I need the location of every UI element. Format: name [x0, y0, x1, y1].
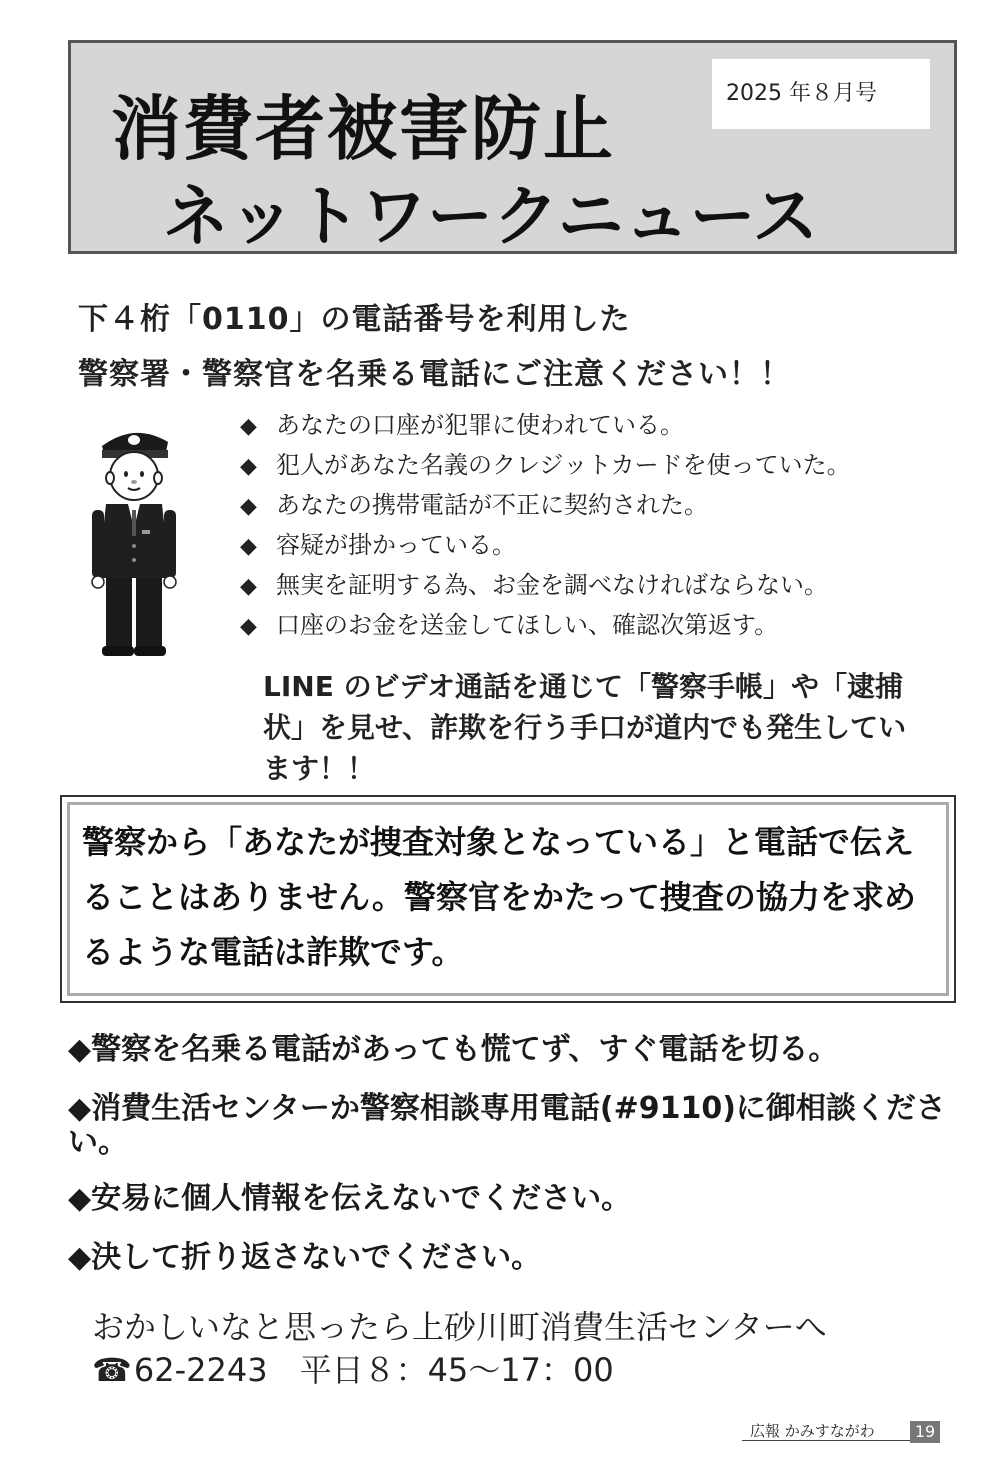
headline-line-1: 下４桁「0110」の電話番号を利用した [78, 302, 631, 337]
issue-date: 2025 年８月号 [712, 59, 930, 129]
advice-item: ◆決して折り返さないでください。 [68, 1240, 542, 1275]
header-banner [68, 40, 957, 254]
list-item: ◆ あなたの携帯電話が不正に契約された。 [240, 485, 851, 525]
diamond-bullet-icon: ◆ [240, 494, 257, 519]
diamond-bullet-icon: ◆ [240, 454, 257, 479]
warning-box [60, 795, 956, 1003]
contact-line: おかしいなと思ったら上砂川町消費生活センターへ [92, 1308, 827, 1346]
advice-item: ◆消費生活センターか警察相談専用電話(#9110)に御相談ください。 [68, 1091, 946, 1160]
diamond-bullet-icon: ◆ [240, 534, 257, 559]
diamond-bullet-icon: ◆ [240, 574, 257, 599]
page-number: 19 [910, 1421, 940, 1443]
list-item: ◆ 口座のお金を送金してほしい、確認次第返す。 [240, 605, 851, 645]
list-item: ◆ 容疑が掛かっている。 [240, 525, 851, 565]
footer-publication [742, 1420, 914, 1441]
list-item: ◆ あなたの口座が犯罪に使われている。 [240, 405, 851, 445]
phone-icon: ☎ [92, 1351, 132, 1389]
diamond-bullet-icon: ◆ [240, 414, 257, 439]
warning-text: 警察から「あなたが捜査対象となっている」と電話で伝えることはありません。警察官をかたって捜査の協力を求めるような電話は詐欺です。 [67, 802, 949, 996]
list-item: ◆ 無実を証明する為、お金を調べなければならない。 [240, 565, 851, 605]
scam-phrase-list [240, 405, 851, 645]
headline-line-2: 警察署・警察官を名乗る電話にご注意ください！！ [78, 357, 791, 392]
line-video-call-note: LINE のビデオ通話を通じて「警察手帳」や「逮捕状」を見せ、詐欺を行う手口が道内でも発生しています！！ [263, 670, 907, 785]
title-line-2: ネットワークニュース [163, 177, 819, 255]
title-line-1: 消費者被害防止 [111, 87, 615, 170]
publication-name: 広報 かみすながわ [750, 1422, 875, 1440]
phone-number-hours: 62-2243 平日８：45～17：00 [133, 1351, 614, 1389]
advice-item: ◆安易に個人情報を伝えないでください。 [68, 1181, 632, 1216]
advice-item: ◆警察を名乗る電話があっても慌てず、すぐ電話を切る。 [68, 1032, 839, 1067]
police-officer-illustration [88, 418, 180, 658]
contact-phone [92, 1345, 614, 1391]
list-item: ◆ 犯人があなた名義のクレジットカードを使っていた。 [240, 445, 851, 485]
diamond-bullet-icon: ◆ [240, 614, 257, 639]
